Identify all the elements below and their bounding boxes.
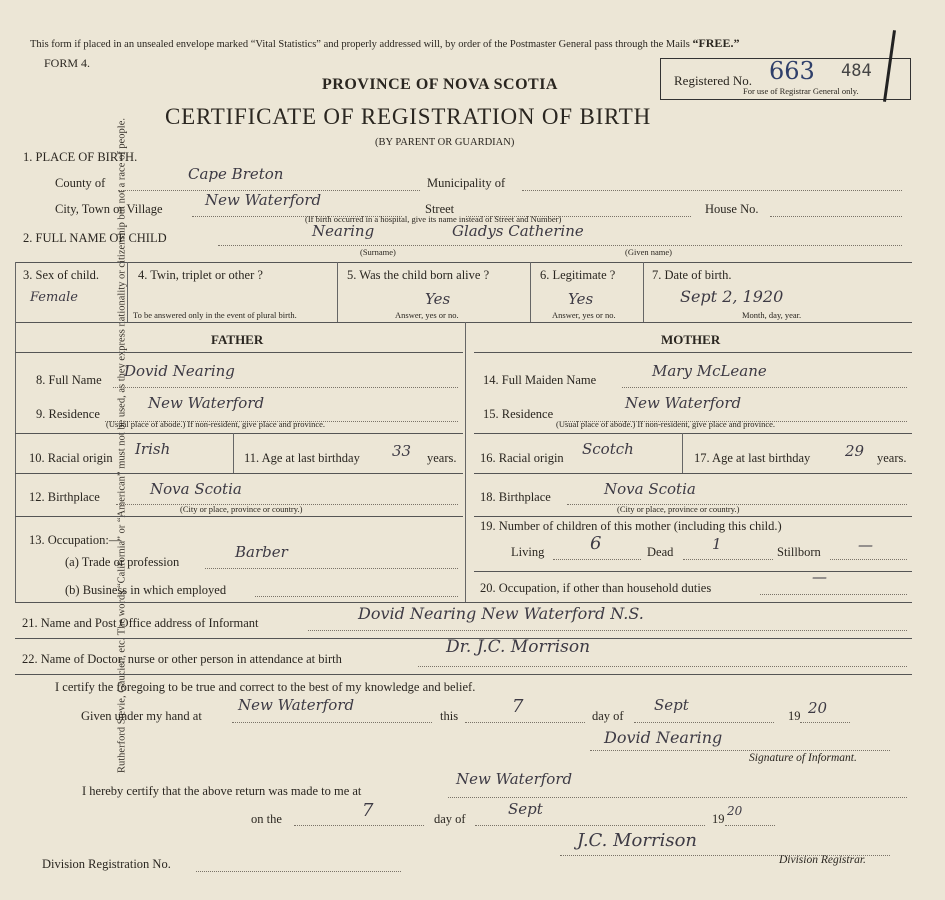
section-bottom-rule (15, 602, 912, 603)
father-trade-label: (a) Trade or profession (65, 555, 180, 569)
province-heading: PROVINCE OF NOVA SCOTIA (322, 76, 558, 93)
left-frame-rule (15, 262, 16, 602)
given-dayof-label: day of (592, 709, 624, 723)
surname-caption: (Surname) (360, 247, 396, 257)
mother-heading: MOTHER (661, 332, 721, 347)
father-row-rule-1 (15, 433, 463, 434)
registered-number-stamp: 484 (841, 61, 872, 81)
father-heading: FATHER (211, 332, 264, 347)
registered-label: Registered No. (674, 73, 752, 88)
page-subtitle: (BY PARENT OR GUARDIAN) (375, 137, 515, 148)
mail-notice-text: This form if placed in an unsealed envelope marked “Vital Statistics” and properly addressed will, by order of the Postmaster General pass through the Mails (30, 39, 690, 50)
mother-row-rule-2 (474, 473, 912, 474)
mother-race-divider (682, 433, 683, 473)
registrar-note: For use of Registrar General only. (743, 86, 859, 96)
registered-number-handwritten: 663 (769, 57, 815, 85)
division-registration-label: Division Registration No. (42, 857, 171, 871)
mother-birthplace-label: 18. Birthplace (480, 490, 551, 504)
stillborn-label: Stillborn (777, 545, 821, 559)
certify-statement: I certify the foregoing to be true and correct to the best of my knowledge and belief. (55, 680, 476, 694)
on-the-label: on the (251, 812, 282, 826)
registrar-day-line (294, 825, 424, 826)
mother-occupation-line (760, 594, 907, 595)
house-label: House No. (705, 202, 759, 216)
registrar-place-line (448, 797, 907, 798)
mother-name-label: 14. Full Maiden Name (483, 373, 597, 387)
given-month-line (634, 722, 774, 723)
father-row-rule-3 (15, 516, 463, 517)
legitimate-label: 6. Legitimate ? (540, 268, 616, 282)
child-name-line (218, 245, 902, 246)
registered-box (660, 58, 911, 100)
father-age-label: 11. Age at last birthday (244, 451, 360, 465)
informant-signature-line (590, 750, 890, 751)
row3-divider-2 (337, 262, 338, 322)
mother-row-rule-3 (474, 516, 912, 517)
division-registration-line (196, 871, 401, 872)
father-residence-label: 9. Residence (36, 407, 100, 421)
registrar-signature: J.C. Morrison (577, 830, 698, 851)
municipality-label: Municipality of (427, 176, 506, 190)
informant-value: Dovid Nearing New Waterford N.S. (358, 604, 644, 623)
registrar-dayof-label: day of (434, 812, 466, 826)
given-place-line (232, 722, 432, 723)
registrar-year-line (725, 825, 775, 826)
child-name-label: 2. FULL NAME OF CHILD (23, 231, 167, 245)
form-number: FORM 4. (44, 56, 91, 70)
doctor-label: 22. Name of Doctor, nurse or other person in attendance at birth (22, 652, 342, 666)
mother-children-label: 19. Number of children of this mother (including this child.) (480, 519, 782, 533)
mother-occupation-label: 20. Occupation, if other than household duties (480, 581, 712, 595)
legitimate-note: Answer, yes or no. (552, 310, 616, 320)
father-race-value: Irish (135, 440, 171, 458)
child-given-name: Gladys Catherine (452, 222, 584, 240)
row3-top-rule (15, 262, 912, 263)
mother-birthplace-value: Nova Scotia (604, 480, 696, 498)
mother-residence-note: (Usual place of abode.) If non-resident, give place and province. (556, 419, 776, 429)
mother-residence-label: 15. Residence (483, 407, 554, 421)
father-heading-rule (15, 352, 463, 353)
mail-notice (30, 36, 739, 51)
city-label: City, Town or Village (55, 202, 163, 216)
father-race-divider (233, 433, 234, 473)
date-of-birth-label: 7. Date of birth. (652, 268, 732, 282)
informant-label: 21. Name and Post Office address of Informant (22, 616, 259, 630)
side-margin-text: Rutherford Stevie, Gaucien, etc. The words “California” or “American” must not be used, as they express nationality or citizenship but not a race of people. (116, 118, 128, 773)
date-of-birth-note: Month, day, year. (742, 310, 802, 320)
father-name-value: Dovid Nearing (124, 362, 235, 380)
given-day-line (465, 722, 585, 723)
born-alive-note: Answer, yes or no. (395, 310, 459, 320)
given-day-value: 7 (512, 696, 524, 717)
county-value: Cape Breton (188, 165, 284, 183)
given-month-value: Sept (654, 696, 689, 714)
signature-caption: Signature of Informant. (749, 752, 857, 764)
municipality-line (522, 190, 902, 191)
dead-line (683, 559, 773, 560)
father-business-line (255, 596, 458, 597)
hospital-note: (If birth occurred in a hospital, give its name instead of Street and Number) (305, 214, 562, 224)
born-alive-label: 5. Was the child born alive ? (347, 268, 490, 282)
father-race-label: 10. Racial origin (29, 451, 113, 465)
date-of-birth-value: Sept 2, 1920 (680, 287, 784, 306)
father-years-label: years. (427, 451, 457, 465)
mother-age-label: 17. Age at last birthday (694, 451, 811, 465)
city-value: New Waterford (205, 191, 322, 209)
doctor-line (418, 666, 907, 667)
father-age-value: 33 (392, 442, 412, 460)
born-alive-value: Yes (425, 290, 451, 308)
registrar-statement: I hereby certify that the above return was made to me at (82, 784, 362, 798)
street-label: Street (425, 202, 455, 216)
father-residence-note: (Usual place of abode.) If non-resident, give place and province. (106, 419, 326, 429)
informant-line (308, 630, 907, 631)
place-of-birth-label: 1. PLACE OF BIRTH. (23, 150, 138, 164)
father-trade-line (205, 568, 458, 569)
father-business-label: (b) Business in which employed (65, 583, 227, 597)
given-year-value: 20 (808, 699, 828, 717)
stillborn-value: — (858, 536, 873, 554)
page-title: CERTIFICATE OF REGISTRATION OF BIRTH (165, 104, 652, 129)
registrar-place-value: New Waterford (456, 770, 573, 788)
dead-label: Dead (647, 545, 674, 559)
registrar-year-prefix: 19 (712, 812, 725, 826)
mother-race-label: 16. Racial origin (480, 451, 564, 465)
father-birthplace-note: (City or place, province or country.) (180, 504, 303, 514)
given-name-caption: (Given name) (625, 247, 672, 257)
given-place-value: New Waterford (238, 696, 355, 714)
mail-free-text: “FREE.” (692, 36, 740, 50)
mother-row-rule-1 (474, 433, 912, 434)
registrar-caption: Division Registrar. (779, 854, 866, 866)
given-year-line (800, 722, 850, 723)
doctor-rule (15, 674, 912, 675)
twin-label: 4. Twin, triplet or other ? (138, 268, 263, 282)
living-label: Living (511, 545, 545, 559)
sex-label: 3. Sex of child. (23, 268, 100, 282)
row3-bottom-rule (15, 322, 912, 323)
mother-age-value: 29 (845, 442, 865, 460)
father-birthplace-label: 12. Birthplace (29, 490, 100, 504)
house-line (770, 216, 902, 217)
living-line (553, 559, 641, 560)
informant-signature: Dovid Nearing (604, 728, 723, 747)
row3-divider-1 (127, 262, 128, 322)
registrar-month-line (475, 825, 705, 826)
mother-race-value: Scotch (582, 440, 634, 458)
mother-row-rule-4 (474, 571, 912, 572)
mother-heading-rule (474, 352, 912, 353)
mother-birthplace-note: (City or place, province or country.) (617, 504, 740, 514)
this-label: this (440, 709, 459, 723)
doctor-value: Dr. J.C. Morrison (446, 637, 591, 657)
registrar-year-value: 20 (727, 804, 743, 818)
dead-value: 1 (712, 535, 722, 553)
registrar-month-value: Sept (508, 800, 543, 818)
county-label: County of (55, 176, 106, 190)
father-mother-divider (465, 322, 466, 602)
mother-years-label: years. (877, 451, 907, 465)
living-value: 6 (590, 533, 602, 554)
twin-note: To be answered only in the event of plural birth. (133, 310, 297, 320)
given-year-prefix: 19 (788, 709, 801, 723)
mother-occupation-value: — (812, 568, 827, 586)
sex-value: Female (30, 290, 78, 305)
father-name-label: 8. Full Name (36, 373, 102, 387)
father-birthplace-value: Nova Scotia (150, 480, 242, 498)
stillborn-line (830, 559, 907, 560)
father-trade-value: Barber (235, 543, 288, 561)
child-surname: Nearing (312, 222, 375, 240)
father-row-rule-2 (15, 473, 463, 474)
row3-divider-4 (643, 262, 644, 322)
legitimate-value: Yes (568, 290, 594, 308)
mother-name-value: Mary McLeane (652, 362, 767, 380)
given-under-hand-label: Given under my hand at (81, 709, 202, 723)
mother-name-line (622, 387, 907, 388)
father-name-line (113, 387, 458, 388)
mother-residence-value: New Waterford (625, 394, 742, 412)
father-residence-value: New Waterford (148, 394, 265, 412)
father-occupation-label: 13. Occupation:— (29, 533, 122, 547)
registrar-day-value: 7 (362, 800, 374, 821)
row3-divider-3 (530, 262, 531, 322)
